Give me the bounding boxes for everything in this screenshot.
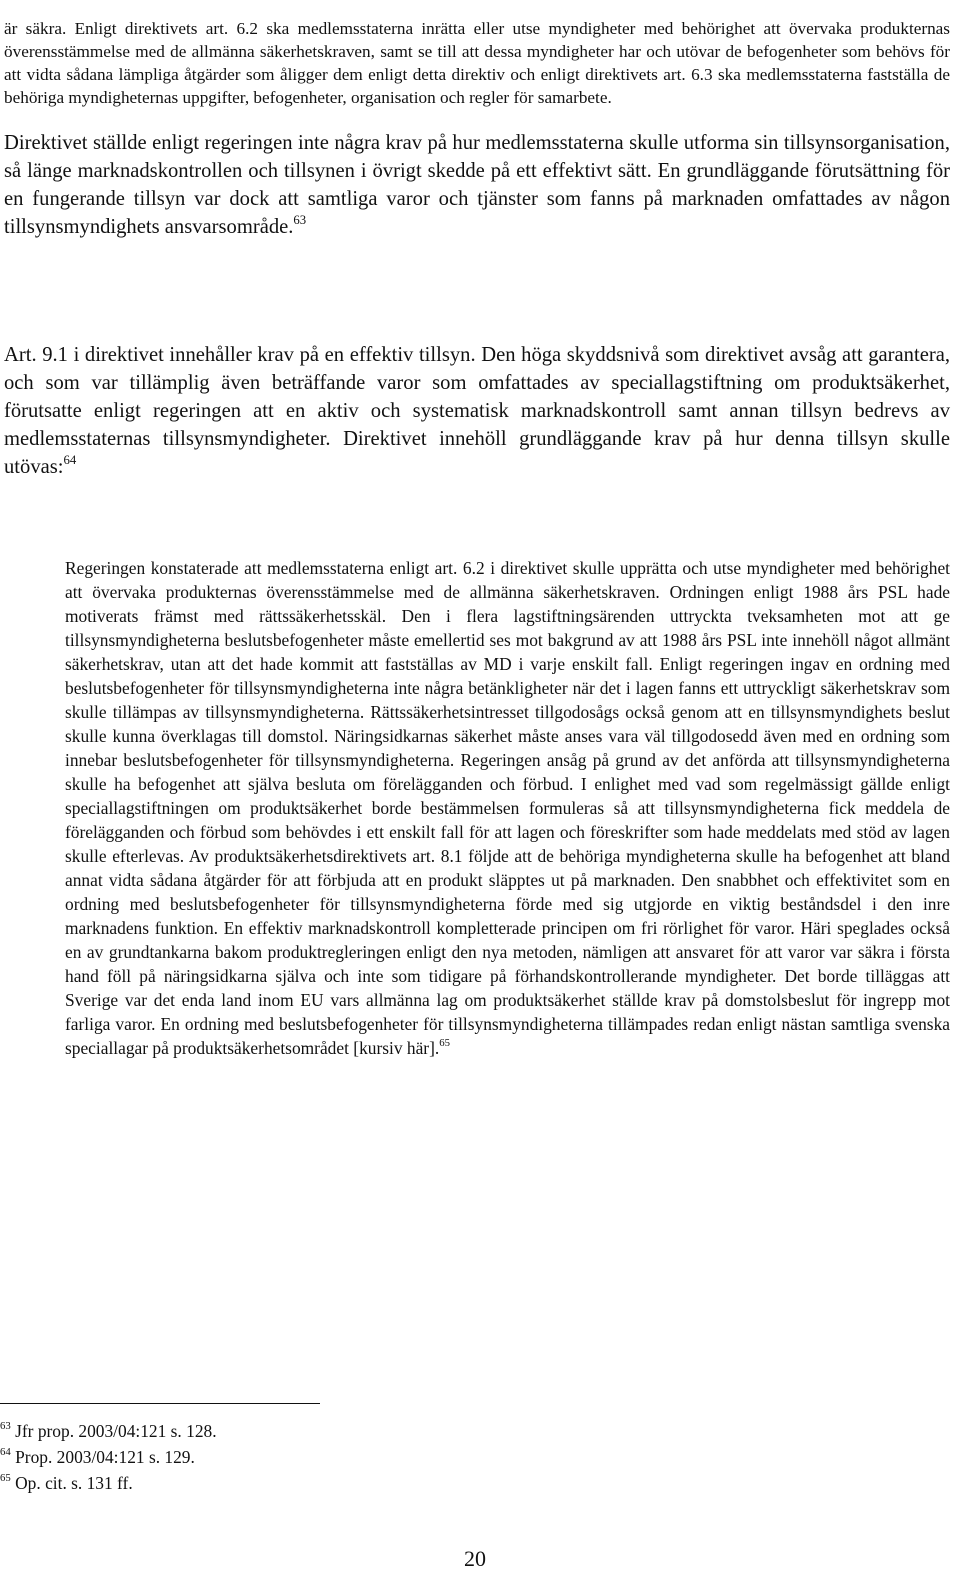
footnote-item xyxy=(0,1418,600,1444)
footnote-number: 65 xyxy=(0,1472,11,1485)
body-paragraph-2 xyxy=(4,341,950,481)
footnote-ref-64[interactable]: 64 xyxy=(63,452,77,467)
footnote-ref-63[interactable]: 63 xyxy=(293,212,307,227)
footnote-text: Op. cit. s. 131 ff. xyxy=(15,1473,133,1493)
footnote-text: Prop. 2003/04:121 s. 129. xyxy=(15,1447,195,1467)
footnote-item xyxy=(0,1444,600,1470)
block-quote xyxy=(65,556,950,1060)
footnote-number: 63 xyxy=(0,1420,11,1433)
body-paragraph-1 xyxy=(4,129,950,241)
footnote-list xyxy=(0,1418,600,1496)
footnote-item xyxy=(0,1470,600,1496)
paragraph-1-text: Direktivet ställde enligt regeringen inte några krav på hur medlemsstaterna skulle utforma sin tillsynsorganisation, så länge marknadskontrollen och tillsynen i övrigt skedde på ett effektivt sätt. En grundläggande förutsättning för en fungerande tillsyn var dock att samtliga varor och tjänster som fanns på marknaden omfattades av någon tillsynsmyndighets ansvarsområde. xyxy=(4,132,950,238)
footnote-separator xyxy=(0,1403,320,1404)
footnote-ref-65[interactable]: 65 xyxy=(439,1037,451,1050)
footnote-number: 64 xyxy=(0,1446,11,1459)
footnote-text: Jfr prop. 2003/04:121 s. 128. xyxy=(15,1421,217,1441)
quote-continuation: är säkra. Enligt direktivets art. 6.2 ska medlemsstaterna inrätta eller utse myndigheter med behörighet att övervaka produkternas överensstämmelse med de allmänna säkerhetskraven, samt se till att dessa myndigheter har och utövar de befogenheter som behövs för att vidta sådana lämpliga åtgärder som åligger dem enligt detta direktiv och enligt direktivets art. 6.3 ska medlemsstaterna fastställa de behöriga myndigheternas uppgifter, befogenheter, organisation och regler för samarbete. xyxy=(4,19,950,108)
block-quote-text: Regeringen konstaterade att medlemsstaterna enligt art. 6.2 i direktivet skulle upprätta och utse myndigheter med behörighet att övervaka produkternas överensstämmelse med de allmänna säkerhetskraven. Ordningen enligt 1988 års PSL hade motiverats främst med rättssäkerhetsskäl. Den i flera lagstiftningsärenden uttryckta tveksamheten mot att ge tillsynsmyndigheterna beslutsbefogenheter måste emellertid ses mot bakgrund av att 1988 års PSL inte innehöll något allmänt säkerhetskrav, utan att det hade kommit att fastställas av MD i varje enskilt fall. Enligt regeringen ingav en ordning med beslutsbefogenheter för tillsynsmyndigheterna inte några betänkligheter när det i lagen fanns ett uttryckligt säkerhetskrav som skulle tillämpas av tillsynsmyndigheterna. Rättssäkerhetsintresset tillgodosågs också genom att en tillsynsmyndighets beslut skulle kunna överklagas till domstol. Näringsidkarnas säkerhet måste anses vara väl tillgodosedd även med en ordning som innebar beslutsbefogenheter för tillsynsmyndigheterna. Regeringen ansåg på grund av det anförda att tillsynsmyndigheterna skulle ha befogenhet att själva besluta om förelägganden och förbud. I enlighet med vad som regelmässigt gällde enligt speciallagstiftningen om produktsäkerhet borde bestämmelsen formuleras så att tillsynsmyndigheterna fick meddela de förelägganden och förbud som behövdes i ett enskilt fall för att lagen och föreskrifter som hade meddelats med stöd av lagen skulle efterlevas. Av produktsäkerhetsdirektivets art. 8.1 följde att de behöriga myndigheterna skulle ha befogenhet att bland annat vidta sådana åtgärder för att förbjuda att en produkt släpptes ut på marknaden. Den snabbhet och effektivitet som en ordning med beslutsbefogenheter för tillsynsmyndigheterna förde med sig utgjorde en viktig beståndsdel i den inre marknadens funktion. En effektiv marknadskontroll kompletterade principen om fri rörlighet för varor. Häri speglades också en av grundtankarna bakom produktregleringen enligt den nya metoden, nämligen att ansvaret för att varor var säkra i första hand föll på näringsidkarna själva och inte som tidigare på förhandskontrollerande myndigheter. Det borde tilläggas att Sverige var det enda land inom EU vars allmänna lag om produktsäkerhet ställde krav på domstolsbeslut för ingrepp mot farliga varor. En ordning med beslutsbefogenheter för tillsynsmyndigheterna tillämpades redan enligt nästan samtliga svenska speciallagar på produktsäkerhetsområdet [kursiv här]. xyxy=(65,558,950,1058)
page-number: 20 xyxy=(464,1546,486,1571)
paragraph-2-text: Art. 9.1 i direktivet innehåller krav på en effektiv tillsyn. Den höga skyddsnivå som direktivet avsåg att garantera, och som var tillämplig även beträffande varor som omfattades av speciallagstiftning om produktsäkerhet, förutsatte enligt regeringen att en aktiv och systematisk marknadskontroll samt annan tillsyn bedrevs av medlemsstaternas tillsynsmyndigheter. Direktivet innehöll grundläggande krav på hur denna tillsyn skulle utövas: xyxy=(4,344,950,478)
